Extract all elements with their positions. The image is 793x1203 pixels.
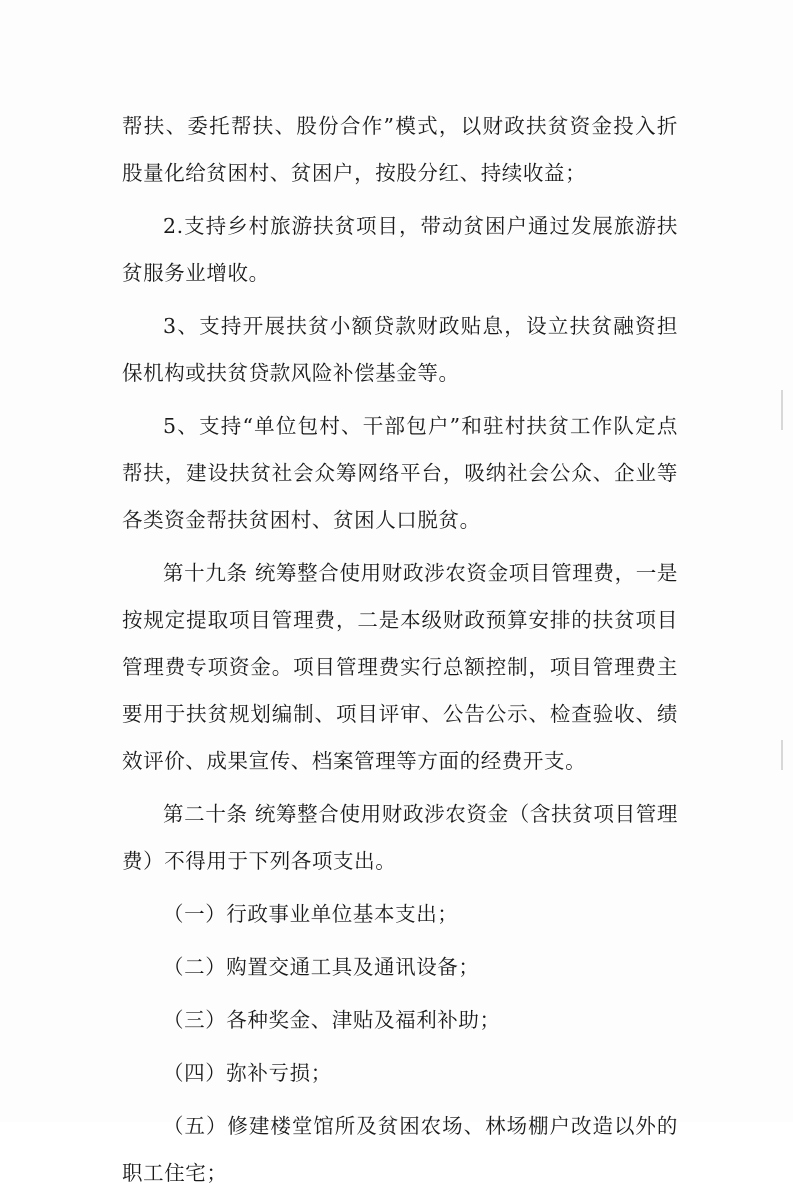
paragraph: 5、支持“单位包村、干部包户”和驻村扶贫工作队定点帮扶，建设扶贫社会众筹网络平台，吸纳社会公众、企业等各类资金帮扶贫困村、贫困人口脱贫。 (122, 414, 678, 532)
paragraph: 第十九条 统筹整合使用财政涉农资金项目管理费，一是按规定提取项目管理费，二是本级财政预算安排的扶贫项目管理费专项资金。项目管理费实行总额控制，项目管理费主要用于扶贫规划编制、项目评审、公告公示、检查验收、绩效评价、成果宣传、档案管理等方面的经费开支。 (122, 561, 678, 773)
list-item: （四）弥补亏损； (163, 1061, 332, 1085)
list-item: （一）行政事业单位基本支出； (163, 902, 459, 926)
scan-edge-mark (781, 390, 783, 430)
scan-edge-mark (781, 740, 783, 770)
paragraph: 3、支持开展扶贫小额贷款财政贴息，设立扶贫融资担保机构或扶贫贷款风险补偿基金等。 (122, 314, 678, 385)
paragraph: 第二十条 统筹整合使用财政涉农资金（含扶贫项目管理费）不得用于下列各项支出。 (122, 802, 678, 873)
document-body (122, 103, 678, 1203)
list-item: （二）购置交通工具及通讯设备； (163, 955, 480, 979)
list-item: （五）修建楼堂馆所及贫困农场、林场棚户改造以外的职工住宅； (122, 1114, 678, 1185)
paragraph: 帮扶、委托帮扶、股份合作”模式，以财政扶贫资金投入折股量化给贫困村、贫困户，按股分红、持续收益； (122, 114, 678, 185)
paragraph: 2.支持乡村旅游扶贫项目，带动贫困户通过发展旅游扶贫服务业增收。 (122, 214, 678, 285)
list-item: （三）各种奖金、津贴及福利补助； (163, 1008, 501, 1032)
